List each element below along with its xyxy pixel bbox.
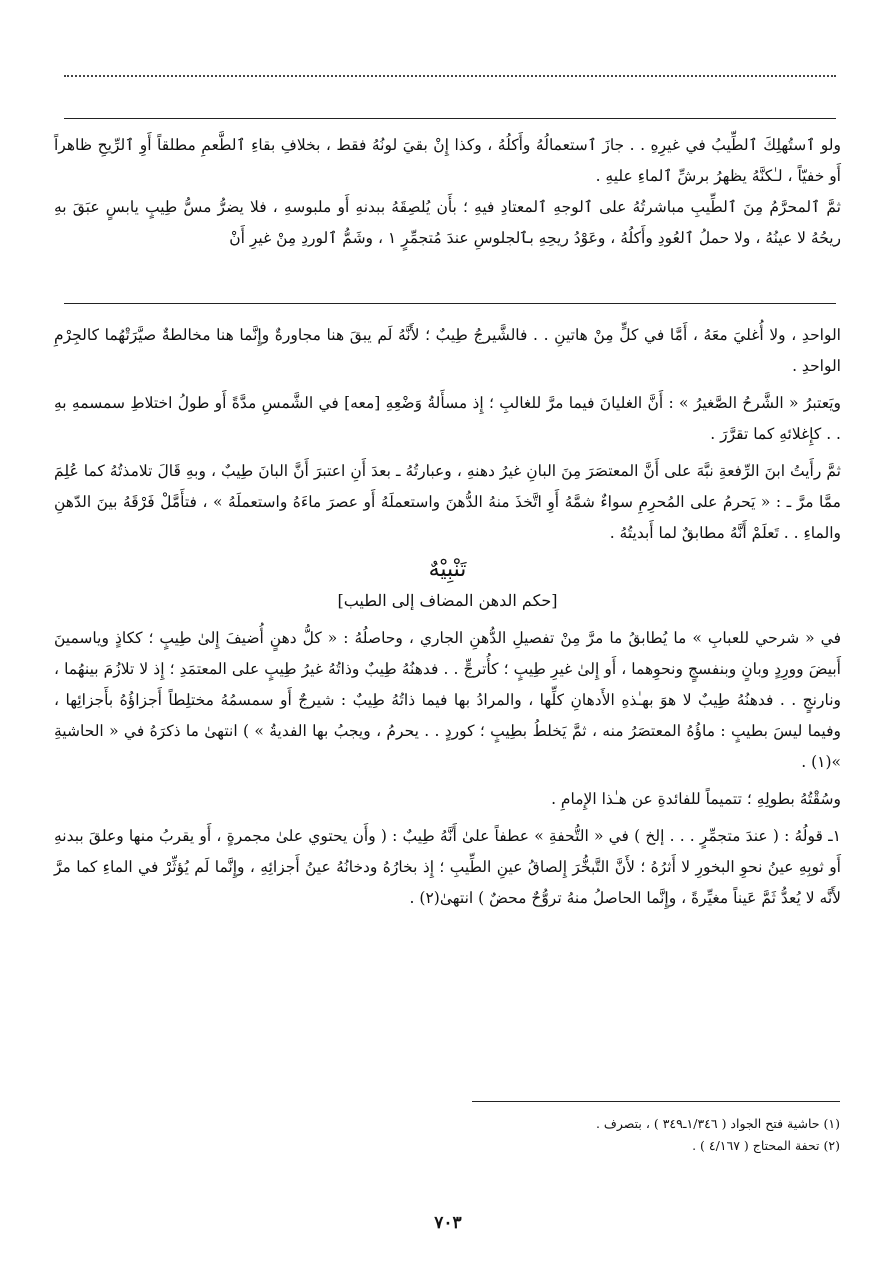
main-text bbox=[54, 130, 841, 254]
section-heading-ornament: تَنْبِيْهٌ bbox=[428, 557, 467, 582]
commentary-paragraph-5: وسُقْتُهُ بطولِهِ ؛ تتميماً للفائدةِ عن هـٰذا الإِمامِ . bbox=[551, 790, 841, 808]
commentary-divider bbox=[64, 303, 836, 304]
main-text-paragraph-1: ولو ٱستُهلِكَ ٱلطِّيبُ في غيرِهِ . . جازَ ٱستعمالُهُ وأَكلُهُ ، وكذا إِنْ بقيَ لونُهُ فقط ، بخلافِ بقاءِ ٱلطَّعمِ مطلقاً أَوِ ٱلرِّيحِ ظاهراً أَو خفيّاً ، لـٰكنَّهُ يظهرُ برشِّ ٱلماءِ عليهِ . bbox=[54, 136, 841, 185]
footnote-2: (٢) تحفة المحتاج ( ٤/١٦٧ ) . bbox=[692, 1138, 840, 1153]
page-number: ٧٠٣ bbox=[434, 1213, 462, 1233]
commentary-paragraph-2: ويَعتبرُ « الشَّرحُ الصَّغيرُ » : أَنَّ الغليانَ فيما مرَّ للغالبِ ؛ إِذ مسأَلةُ وَضْعِهِ [معه] في الشَّمسِ مدَّةً أَو طولُ اختلاطِ سمسمهِ بهِ . . كإِغلائهِ كما تقرَّرَ . bbox=[54, 394, 841, 443]
top-rule bbox=[64, 118, 836, 119]
commentary-paragraph-3: ثمَّ رأَيتُ ابنَ الرِّفعةِ نبَّهَ على أَنَّ المعتصَرَ مِنَ البانِ غيرُ دهنهِ ، وعبارتُهُ ـ بعدَ أَنِ اعتبرَ أَنَّ البانَ طِيبٌ ، وبهِ قَالَ تلامذتُهُ كما عُلِمَ ممَّا مرَّ ـ : « يَحرمُ على المُحرِمِ سواءٌ شمَّهُ أَوِ اتَّخذَ منهُ الدُّهنَ واستعملَهُ أَو عصرَ ماءَهُ واستعملَهُ » ، فتأَمَّلْ فَرْقَهُ بينَ الدّهنِ والماءِ . . تَعلَمْ أَنَّهُ مطابقٌ لما أَبديتُهُ . bbox=[54, 462, 841, 542]
main-text-paragraph-2: ثمَّ ٱلمحرَّمُ مِنَ ٱلطِّيبِ مباشرتُهُ على ٱلوجهِ ٱلمعتادِ فيهِ ؛ بأَن يُلصِقَهُ ببدنهِ أَو ملبوسهِ ، فلا يضرُّ مسُّ طِيبٍ يابسٍ عبَقَ بهِ ريحُهُ لا عينُهُ ، ولا حملُ ٱلعُودِ وأَكلُهُ ، وعَوْدُ ريحِهِ بٱلجلوسِ عندَ مُتجمِّرٍ ١ ، وشَمُّ ٱلوردِ مِنْ غيرِ أَنْ bbox=[54, 198, 841, 247]
commentary-text bbox=[54, 320, 841, 920]
footnotes bbox=[300, 1113, 840, 1157]
commentary-paragraph-1: الواحدِ ، ولا أُغليَ معَهُ ، أَمَّا في كلٍّ مِنْ هاتينِ . . فالشَّيرجُ طِيبٌ ؛ لأَنَّهُ لَم يبقَ هنا مجاورةٌ وإِنَّما هنا مخالطةٌ صيَّرَتْهُما كالجِرْمِ الواحدِ . bbox=[54, 326, 841, 375]
footnote-1: (١) حاشية فتح الجواد ( ١/٣٤٦ـ٣٤٩ ) ، بتصرف . bbox=[595, 1116, 840, 1131]
commentary-paragraph-4: في « شرحي للعبابِ » ما يُطابقُ ما مرَّ مِنْ تفصيلِ الدُّهنِ الجاري ، وحاصلُهُ : « كلُّ دهنٍ أُضيفَ إِلىٰ طِيبٍ ؛ ككاذٍ وياسمينَ أَبيضَ وورِدٍ وبانٍ وبنفسجٍ ونحوِهما ، أَو إِلىٰ غيرِ طِيبٍ ؛ كأُترجٍّ . . فدهنُهُ طِيبٌ وذاتُهُ غيرُ طِيبٍ على المعتمَدِ ؛ إِذ لا تلازُمَ بينهُما ، ونارنجٍ . . فدهنُهُ طِيبٌ لا هوَ بهـٰذهِ الأَدهانِ كلِّها ، والمرادُ بها فيما ذاتُهُ طِيبٌ : شيرجٌ أَو سمسمُهُ مختلِطاً أَجزاؤُهُ بأَجزائِها ، وفيما ليسَ بطيبٍ : ماؤُهُ المعتصَرُ منه ، ثمَّ يَخلطُ بطِيبٍ ؛ كوردٍ . . يحرمُ ، ويجبُ بها الفديةُ » ) انتهىٰ ما ذكرَهُ في « الحاشيةِ »(١) . bbox=[54, 629, 841, 771]
header-dotted-line bbox=[64, 75, 836, 77]
section-heading-title: [حكم الدهن المضاف إلى الطيب] bbox=[337, 591, 558, 610]
footnote-rule bbox=[472, 1101, 840, 1102]
commentary-paragraph-6: ١ـ قولُهُ : ( عندَ متجمِّرٍ . . . إلخ ) في « التُّحفةِ » عطفاً علىٰ أَنَّهُ طِيبٌ : ( وأَن يحتوي علىٰ مجمرةٍ ، أَو يقربُ منها وعلقَ ببدنهِ أَو ثوبِهِ عينُ نحوِ البخورِ لا أَثرُهُ ؛ لأَنَّ التَّبخُّرَ إِلصاقُ عينِ الطِّيبِ ؛ إِذ بخارُهُ ودخانُهُ عينُ أَجزائِهِ ، وإِنَّما لَم يُؤثِّرْ في الماءِ كما مرَّ لأَنَّه لا يُعدُّ ثَمَّ عَيناً مغيِّرةً ، وإِنَّما الحاصلُ منهُ تروُّحٌ محضٌ ) انتهىٰ(٢) . bbox=[54, 827, 841, 907]
